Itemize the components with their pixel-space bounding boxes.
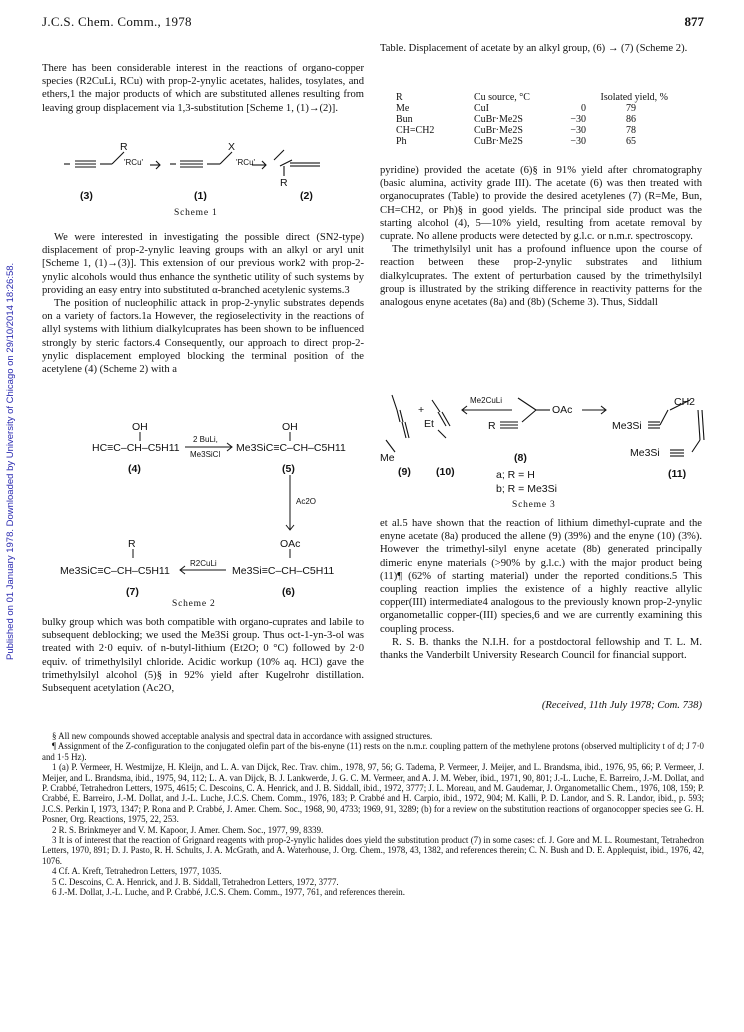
scheme2-caption: Scheme 2 [172,599,216,609]
scheme2-oh-4: OH [132,421,148,433]
table-header-cell: Isolated yield, % [600,92,668,103]
scheme2-compound-4: HC≡C–CH–C5H11 [92,442,180,454]
right-bottom [380,517,702,662]
footnote: § All new compounds showed acceptable analysis and spectral data in accordance with assigned structures. [52,731,433,741]
scheme3-number-8: (8) [514,452,527,464]
footnote: 2 R. S. Brinkmeyer and V. M. Kapoor, J. Amer. Chem. Soc., 1977, 99, 8339. [52,824,324,835]
table-row [392,125,672,136]
scheme1-rcu-2: 'RCu' [236,158,256,167]
scheme1-r-bottom: R [280,177,288,189]
paragraph: There has been considerable interest in the reactions of organo-copper species (R2CuLi, RCu) with prop-2-ynylic acetates, halides, tosylates, and ethers,1 the major products of which are substituted allenes resulting from leaving group displacement via 1,3-substitution [Scheme 1, (1)→(2)]. [42,63,364,114]
received-date: (Received, 11th July 1978; Com. 738) [541,700,702,711]
scheme2-compound-5: Me3SiC≡C–CH–C5H11 [236,442,346,454]
scheme3-variant-a: a; R = H [496,469,535,481]
table-cell: −30 [570,114,586,125]
table-cell: CuI [474,103,489,114]
paragraph: R. S. B. thanks the N.I.H. for a postdoctoral fellowship and T. L. M. thanks the Vanderbilt University Research Council for financial support. [380,636,702,662]
table-cell: −30 [570,136,586,147]
paragraph: bulky group which was both compatible with organo-cuprates and labile to subsequent deblocking; we used the Me3Si group. Thus oct-1-yn-3-ol was treated with 2·0 equiv. of n-butyl-lithium (Et2O; 0 °C) followed by 2·0 equiv. of trimethylsilyl chloride. Acidic workup (10% aq. HCl) gave the trimethylsilyl alcohol (5)§ in 92% yield after Kugelrohr distillation. Subsequent acetylation (Ac2O, [42,617,364,695]
scheme1-r-top: R [120,141,128,153]
table-cell: CuBr·Me2S [474,136,523,147]
scheme2-compound-7: Me3SiC≡C–CH–C5H11 [60,565,170,577]
right-body [380,164,702,309]
scheme2-reagent-me3sicl: Me3SiCl [190,450,221,459]
footnote: ¶ Assignment of the Z-configuration to the conjugated olefin part of the bis-enyne (11) rests on the n.m.r. coupling pattern of the methylene protons (observed multiplicity t of d; J 7·0 and 1·5 Hz). [42,741,704,762]
scheme3-ch2: CH2 [674,396,696,408]
scheme2-r-sub: R [128,538,136,550]
scheme3-oac: OAc [552,404,573,416]
scheme1-x-top: X [228,141,236,153]
scheme1-number-2: (2) [300,190,313,202]
footnote: 4 Cf. A. Kreft, Tetrahedron Letters, 1977, 1035. [52,866,222,877]
table-cell: 86 [626,114,636,125]
scheme3-number-9: (9) [398,466,411,478]
scheme3-r: R [488,420,496,432]
scheme3-et: Et [424,418,434,430]
journal-title: J.C.S. Chem. Comm., 1978 [42,14,192,29]
footnotes [42,731,704,898]
table-cell: −30 [570,125,586,136]
scheme2-reagent-buli: 2 BuLi, [193,435,218,444]
scheme2-number-5: (5) [282,463,295,475]
scheme2-reagent-ac2o: Ac2O [296,497,317,506]
footnote: 3 It is of interest that the reaction of Grignard reagents with prop-2-ynylic halides does yield the substitution product (7) in some cases: cf. J. Gore and M. L. Roumestant, Tetrahedron Letters, 1970, 891; D. J. Pasto, R. H. Schults, J. A. McGrath, and A. Waterhouse, J. Org. Chem., 1978, 43, 1382, and references therein; C. N. Bush and D. E. Applequist, ibid., 1976, 42, 1076. [42,835,704,866]
scheme3-number-11: (11) [668,468,687,480]
table-header-cell: R [396,92,403,103]
paragraph: pyridine) provided the acetate (6)§ in 91% yield after chromatography (basic alumina, activity grade III). The acetate (6) was then treated with organocuprates (Table) to provide the desired acetylenes (7) (R=Me, Bun, CH=CH2, or Ph)§ in good yields. The principal side product was the starting alcohol (4), 5—10% yield, resulting from acetate removal by cuprate. No allene products were detected by g.l.c. or n.m.r. spectroscopy. [380,165,702,243]
scheme3-me3si-2: Me3Si [630,447,660,459]
table-row [392,103,672,114]
table-cell: Me [396,103,410,114]
scheme2-oac: OAc [280,538,301,550]
paragraph: The trimethylsilyl unit has a profound influence upon the course of reaction between these prop-2-ynylic substrates and lithium dialkylcuprates. The extent of perturbation caused by the trimethylsilyl group is illustrated by the striking difference in reactivity patterns for the analogous enyne acetates (8a) and (8b) (Scheme 3). Thus, Siddall [380,244,702,309]
scheme3-me2culi: Me2CuLi [470,396,503,405]
table-row [392,114,672,125]
table-cell: Ph [396,136,407,147]
scheme2-number-7: (7) [126,586,139,598]
table-row [392,136,672,147]
scheme2-oh-5: OH [282,421,298,433]
table-header-cell: Cu source, °C [474,92,530,103]
footnote: 1 (a) P. Vermeer, H. Westmijze, H. Kleijn, and L. A. van Dijck, Rec. Trav. chim., 1978, 97, 56; G. Tadema, P. Vermeer, J. Meijer, and L. Brandsma, ibid., 1976, 95, 66; P. Vermeer, J. Meijer, and L. Brandsma, ibid., 1975, 94, 112; L. A. van Dijck, B. J. Lankwerde, J. G. C. M. Vermeer, and A. J. M. Weber, ibid., 1971, 90, 801; J.-L. Luche, E. Barreiro, J.-M. Dollat, and P. Crabbé, Tetrahedron Letters, 1975, 4615; C. Descoins, C. A. Henrick, and J. B. Siddall, ibid., 1972, 3777; J. L. Moreau, and M. Gaudemar, J. Organometallic Chem., 1976, 108, 159; P. Crabbé, E. Barreiro, J.-M. Dollat, and J.-L. Luche, J.C.S. Chem. Comm., 1976, 183; P. Crabbé and H. Carpio, ibid., 1972, 904; M. Kalli, P. D. Landor, and S. R. Landor, ibid., p. 593; J.C.S. Perkin I, 1973, 1347; P. Rona and P. Crabbé, J. Amer. Chem. Soc., 1968, 90, 4733; 1969, 91, 3289; (b) for a review on the substitution reactions of organocopper species see G. H. Posner, Org. Reactions, 1975, 22, 253. [42,762,704,825]
scheme3-caption: Scheme 3 [512,500,556,510]
scheme3-me: Me [380,452,395,464]
table-cell: 78 [626,125,636,136]
paragraph: We were interested in investigating the possible direct (SN2-type) displacement of prop-2-ynylic leaving groups with an alkyl or aryl unit [Scheme 1, (1)→(3)]. This extension of our previous work2 with prop-2-ynylic alcohols would thus enhance the synthetic utility of such systems by providing an easy entry into substituted α-branched acetylenic systems.3 [42,232,364,296]
scheme1-caption: Scheme 1 [174,208,218,218]
scheme3-number-10: (10) [436,466,455,478]
table-cell: CuBr·Me2S [474,114,523,125]
scheme1-number-1: (1) [194,190,207,202]
table-cell: 65 [626,136,636,147]
download-watermark-text: Published on 01 January 1978. Downloaded by University of Chicago on 29/10/2014 18:26:58. [5,262,16,660]
yield-table [392,92,672,147]
paragraph: et al.5 have shown that the reaction of lithium dimethyl-cuprate and the enyne acetate (8a) produced the allene (9) (39%) and the enyne (10) (3%). However the trimethyl-silyl enyne acetate (8b) generated principally dimeric enyne materials (>90% by g.l.c.) with the major product being (11)¶ (62% of starting material) under the reported conditions.5 This coupling reaction implies the existence of a highly reactive allylic copper(III) intermediate4 analogous to the previously known prop-2-ynylic organometallic copper-(III) species,6 and we are currently examining this coupling process. [380,518,702,635]
scheme2-number-6: (6) [282,586,295,598]
table-header-cell [552,92,590,103]
scheme1-structure-2 [274,150,320,176]
table-title: Table. Displacement of acetate by an alkyl group, (6) → (7) (Scheme 2). [380,43,688,54]
table-cell: Bun [396,114,413,125]
table-cell: CH=CH2 [396,125,435,136]
scheme2-number-4: (4) [128,463,141,475]
footnote: 5 C. Descoins, C. A. Henrick, and J. B. Siddall, Tetrahedron Letters, 1972, 3777. [52,876,339,887]
scheme3-me3si-1: Me3Si [612,420,642,432]
table-cell: CuBr·Me2S [474,125,523,136]
scheme1-structure-3 [64,152,124,167]
left-bottom [42,616,364,695]
scheme1-rcu-1: 'RCu' [124,158,144,167]
scheme3-variant-b: b; R = Me3Si [496,483,557,495]
scheme1-number-3: (3) [80,190,93,202]
page-number: 877 [684,14,704,29]
table-header-row [392,92,672,103]
table-cell: 0 [581,103,586,114]
scheme3-plus: + [418,404,425,416]
paragraph: The position of nucleophilic attack in prop-2-ynylic substrates depends on a variety of factors.1a However, the regioselectivity in the reactions of allyl systems with lithium dialkylcuprates has been shown to be influenced strongly by steric factors.4 Consequently, our approach to direct prop-2-ynylic displacement employed blocking the terminal position of the acetylene (4) (Scheme 2) with a [42,298,364,376]
scheme2-compound-6: Me3Si≡C–CH–C5H11 [232,565,335,577]
table-cell: 79 [626,103,636,114]
footnote: 6 J.-M. Dollat, J.-L. Luche, and P. Crabbé, J.C.S. Chem. Comm., 1977, 761, and references therein. [52,887,405,898]
left-body [42,231,364,376]
scheme2-reagent-r2culi: R2CuLi [190,559,217,568]
